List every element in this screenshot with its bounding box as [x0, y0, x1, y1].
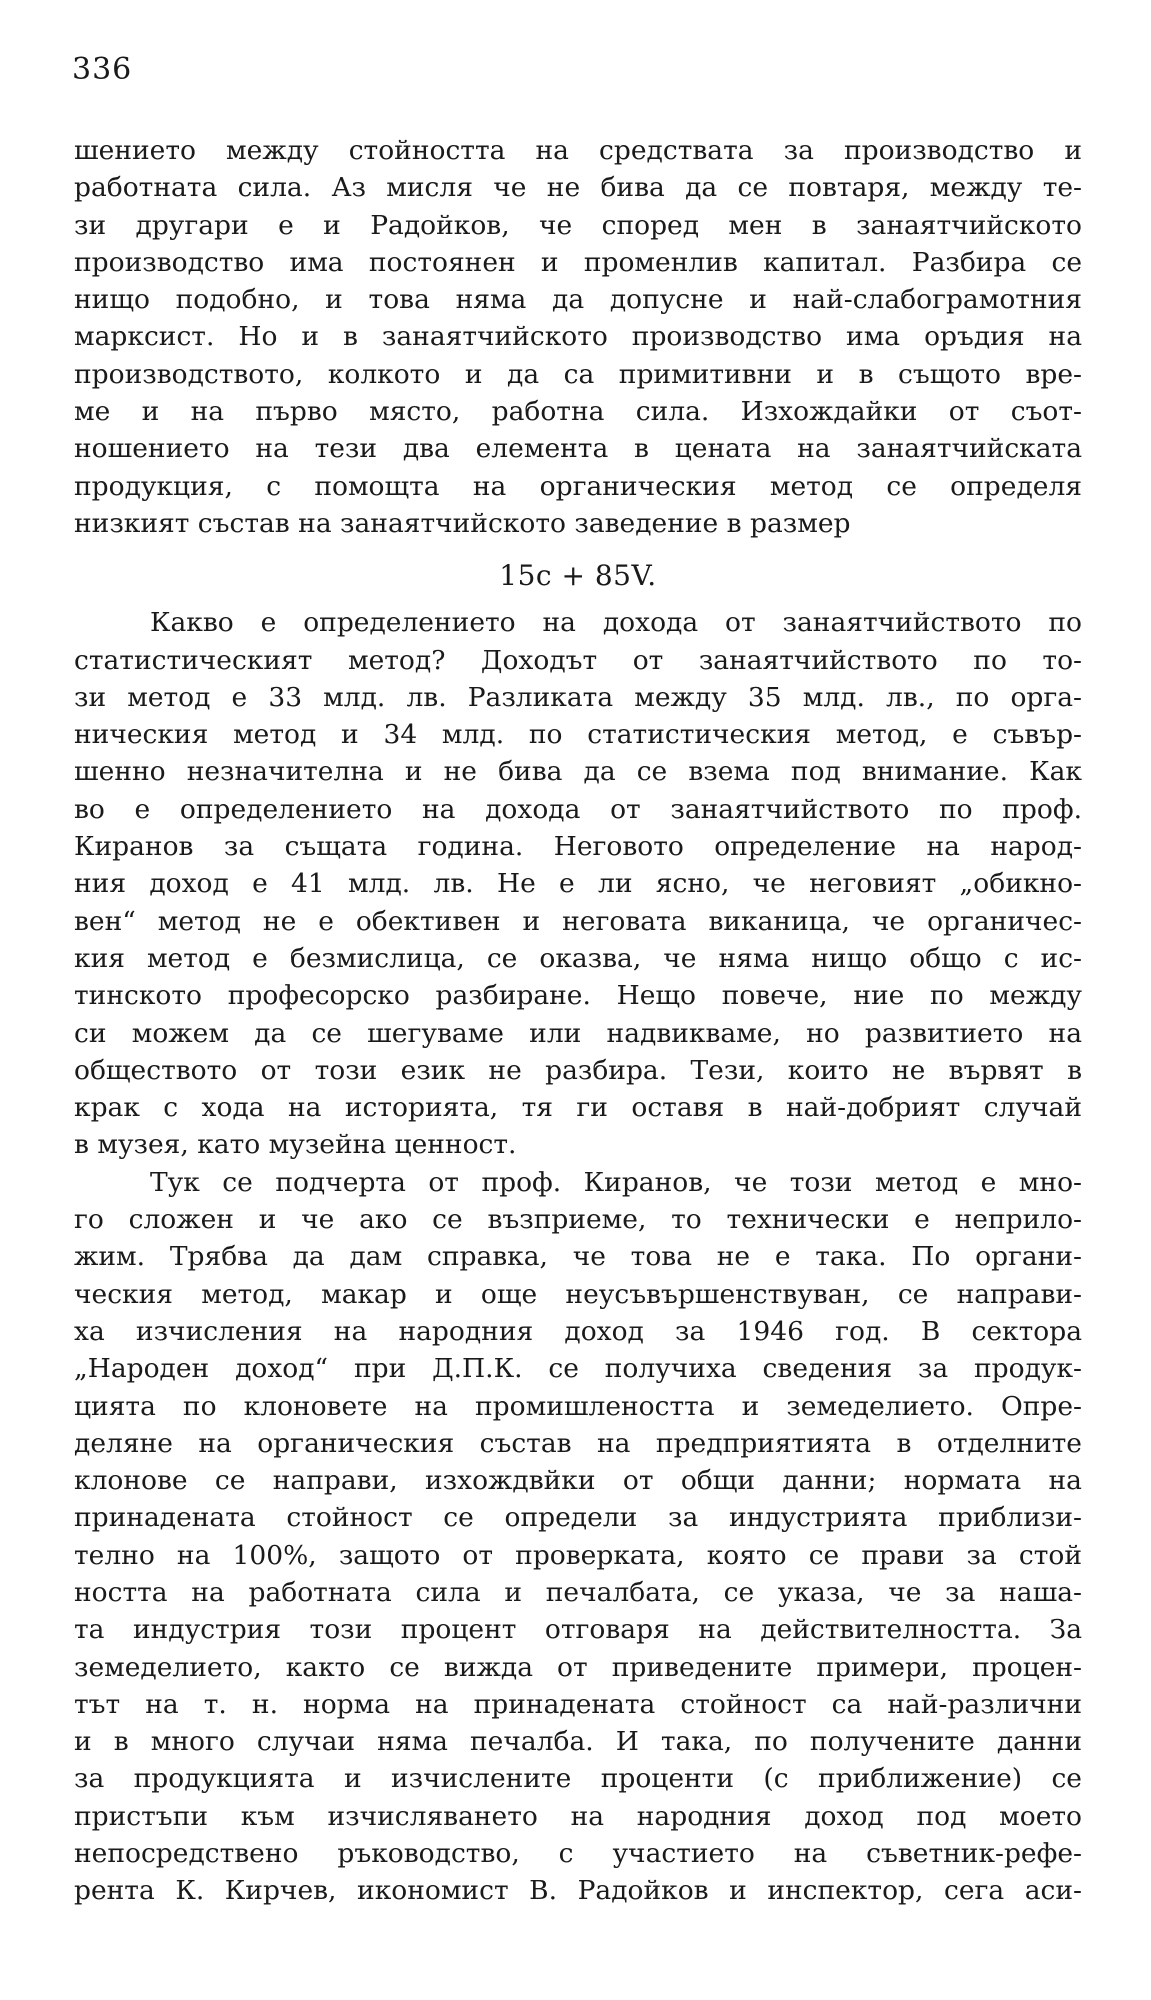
text-line: производство има постоянен и променлив капитал. Разбира се: [74, 246, 1082, 278]
text-line: ношението на тези два елемента в цената на занаятчийската: [74, 433, 1082, 465]
text-line: тинското професорско разбиране. Нещо повече, ние по между: [74, 980, 1082, 1012]
text-line: ме и на първо място, работна сила. Изхождайки от съот-: [74, 396, 1082, 428]
text-line: тът на т. н. норма на принадената стойност са най-различни: [74, 1688, 1082, 1720]
text-line: го сложен и че ако се възприеме, то технически е неприло-: [74, 1204, 1082, 1236]
text-line: кия метод е безмислица, се оказва, че няма нищо общо с ис-: [74, 942, 1082, 974]
text-line: деляне на органическия състав на предприятията в отделните: [74, 1427, 1082, 1459]
text-line: ническия метод и 34 млд. по статистическия метод, е съвър-: [74, 719, 1082, 751]
text-line: ческия метод, макар и още неусъвършенствуван, се направи-: [74, 1278, 1082, 1310]
text-line: та индустрия този процент отговаря на действителността. За: [74, 1614, 1082, 1646]
text-line: шенно незначителна и не бива да се взема под внимание. Как: [74, 756, 1082, 788]
text-line: продукция, с помощта на органическия метод се определя: [74, 470, 1082, 502]
text-line: телно на 100%, защото от проверката, която се прави за стой: [74, 1539, 1082, 1571]
text-line: зи метод е 33 млд. лв. Разликата между 35 млд. лв., по орга-: [74, 681, 1082, 713]
text-line: „Народен доход“ при Д.П.К. се получиха сведения за продук-: [74, 1353, 1082, 1385]
paragraph: [74, 604, 1082, 1163]
paragraph: [74, 132, 1082, 542]
text-line: непосредствено ръководство, с участието на съветник-рефе-: [74, 1838, 1082, 1870]
text-line: рента К. Кирчев, икономист В. Радойков и инспектор, сега аси-: [74, 1875, 1082, 1907]
text-line: работната сила. Аз мисля че не бива да се повтаря, между те-: [74, 172, 1082, 204]
text-line: за продукцията и изчислените проценти (с приближение) се: [74, 1763, 1082, 1795]
text-line: статистическият метод? Доходът от занаятчийството по то-: [74, 644, 1082, 676]
text-line: и в много случаи няма печалба. И така, по получените данни: [74, 1726, 1082, 1758]
text-line: ния доход е 41 млд. лв. Не е ли ясно, че неговият „обикно-: [74, 868, 1082, 900]
text-line: в музея, като музейна ценност.: [74, 1129, 517, 1161]
text-line: клонове се направи, изхождвйки от общи данни; нормата на: [74, 1465, 1082, 1497]
text-line: крак с хода на историята, тя ги оставя в най-добрият случай: [74, 1092, 1082, 1124]
text-line: зи другари е и Радойков, че според мен в занаятчийското: [74, 209, 1082, 241]
text-line: шението между стойността на средствата за производство и: [74, 135, 1082, 166]
text-line: ността на работната сила и печалбата, се указа, че за наша-: [74, 1576, 1082, 1608]
text-line: Киранов за същата година. Неговото определение на народ-: [74, 831, 1082, 863]
body-text: [74, 132, 1082, 1910]
text-line: марксист. Но и в занаятчийското производство има оръдия на: [74, 321, 1082, 353]
formula: 15c + 85V.: [499, 559, 657, 593]
text-line: земеделието, както се вижда от приведените примери, процен-: [74, 1651, 1082, 1683]
text-line: жим. Трябва да дам справка, че това не е така. По органи-: [74, 1241, 1082, 1273]
text-line: принадената стойност се определи за индустрията приблизи-: [74, 1502, 1082, 1534]
text-line: обществото от този език не разбира. Тези, които не вървят в: [74, 1054, 1082, 1086]
paragraph: [74, 1164, 1082, 1910]
text-line: Какво е определението на дохода от занаятчийството по: [150, 607, 1082, 639]
text-line: Тук се подчерта от проф. Киранов, че този метод е мно-: [150, 1166, 1082, 1198]
text-line: вен“ метод не е обективен и неговата виканица, че органичес-: [74, 905, 1082, 937]
text-line: во е определението на дохода от занаятчийството по проф.: [74, 793, 1082, 825]
text-line: цията по клоновете на промишлеността и земеделието. Опре-: [74, 1390, 1082, 1422]
text-line: производството, колкото и да са примитивни и в същото вре-: [74, 358, 1082, 390]
text-line: нищо подобно, и това няма да допусне и най-слабограмотния: [74, 284, 1082, 316]
text-line: ха изчисления на народния доход за 1946 год. В сектора: [74, 1315, 1082, 1347]
text-line: си можем да се шегуваме или надвикваме, но развитието на: [74, 1017, 1082, 1049]
text-line: низкият състав на занаятчийското заведение в размер: [74, 507, 851, 539]
page-number: 336: [72, 52, 133, 87]
text-line: пристъпи към изчисляването на народния доход под моето: [74, 1800, 1082, 1832]
